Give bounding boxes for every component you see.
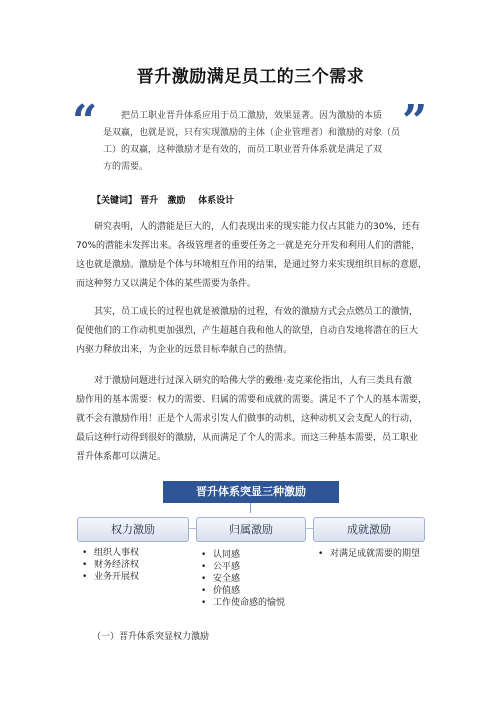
paragraph-line: 70%的潜能未发挥出来。各级管理者的重要任务之一就是充分开发和利用人们的潜能， — [76, 241, 421, 251]
paragraph — [76, 303, 436, 360]
paragraph-line: 晋升体系都可以满足。 — [76, 452, 167, 462]
paragraph — [76, 218, 436, 294]
paragraph-line: 对于激励问题进行过深入研究的哈佛大学的戴维·麦克莱伦指出，人有三类具有激 — [94, 376, 412, 386]
paragraph — [76, 372, 436, 467]
list-item: • 价值感 — [199, 585, 285, 597]
paragraph-line: 励作用的基本需要：权力的需要、归属的需要和成就的需要。满足不了个人的基本需要， — [76, 395, 428, 405]
abstract-line: 把员工职业晋升体系应用于员工激励，效果显著。因为激励的本质 — [121, 111, 383, 121]
paragraph-line: 就不会有激励作用！正是个人需求引发人们做事的动机，这种动机又会支配人的行动， — [76, 414, 419, 424]
open-quote-icon: “ — [72, 96, 98, 147]
list-item: • 安全感 — [199, 573, 285, 585]
paragraph-line: 促使他们的工作动机更加强烈，产生超越自我和他人的欲望，自动自发地将潜在的巨大 — [76, 326, 419, 336]
list-item: • 业务开展权 — [80, 571, 139, 583]
diagram-banner: 晋升体系突显三种激励 — [163, 481, 339, 503]
page-title: 晋升激励满足员工的三个需求 — [136, 67, 365, 87]
list-item: • 公平感 — [199, 561, 285, 573]
paragraph-line: 而这种努力又以满足个体的某些需要为条件。 — [76, 279, 257, 289]
diagram-connector — [250, 503, 251, 513]
list-item: • 财务经济权 — [80, 559, 139, 571]
category-belonging: 归属激励 — [196, 517, 306, 542]
paragraph-line: 这也就是激励。激励是个体与环境相互作用的结果，是通过努力来实现组织目标的意愿， — [76, 260, 428, 270]
belonging-list — [199, 549, 285, 609]
abstract — [103, 108, 403, 176]
paragraph-line: 研究表明，人的潜能是巨大的，人们表现出来的现实能力仅占其能力的30%，还有 — [94, 222, 421, 232]
category-power: 权力激励 — [77, 517, 189, 542]
list-item: • 对满足成就需要的期望 — [316, 548, 426, 560]
paragraph-line: 内驱力释放出来，为企业的远景目标奉献自己的热情。 — [76, 345, 293, 355]
power-list — [80, 547, 139, 583]
list-item: • 工作使命感的愉悦 — [199, 597, 285, 609]
abstract-line: 是双赢，也就是说，只有实现激励的主体（企业管理者）和激励的对象（员 — [103, 128, 401, 138]
category-achievement: 成就激励 — [313, 517, 425, 542]
close-quote-icon: ” — [402, 96, 428, 147]
list-item: • 组织人事权 — [80, 547, 139, 559]
section-heading: （一）晋升体系突显权力激励 — [92, 632, 210, 642]
keywords-line: 【关键词】 晋升 激励 体系设计 — [92, 196, 235, 206]
paragraph-line: 其实，员工成长的过程也就是被激励的过程，有效的激励方式会点燃员工的激情， — [94, 307, 419, 317]
list-item: • 认同感 — [199, 549, 285, 561]
paragraph-line: 最后这种行动得到很好的激励，从而满足了个人的需求。而这三种基本需要，员工职业 — [76, 433, 419, 443]
abstract-line: 工）的双赢，这种激励才是有效的，而员工职业晋升体系就是满足了双 — [103, 145, 383, 155]
abstract-line: 方的需要。 — [103, 162, 149, 172]
achievement-list — [316, 548, 426, 560]
